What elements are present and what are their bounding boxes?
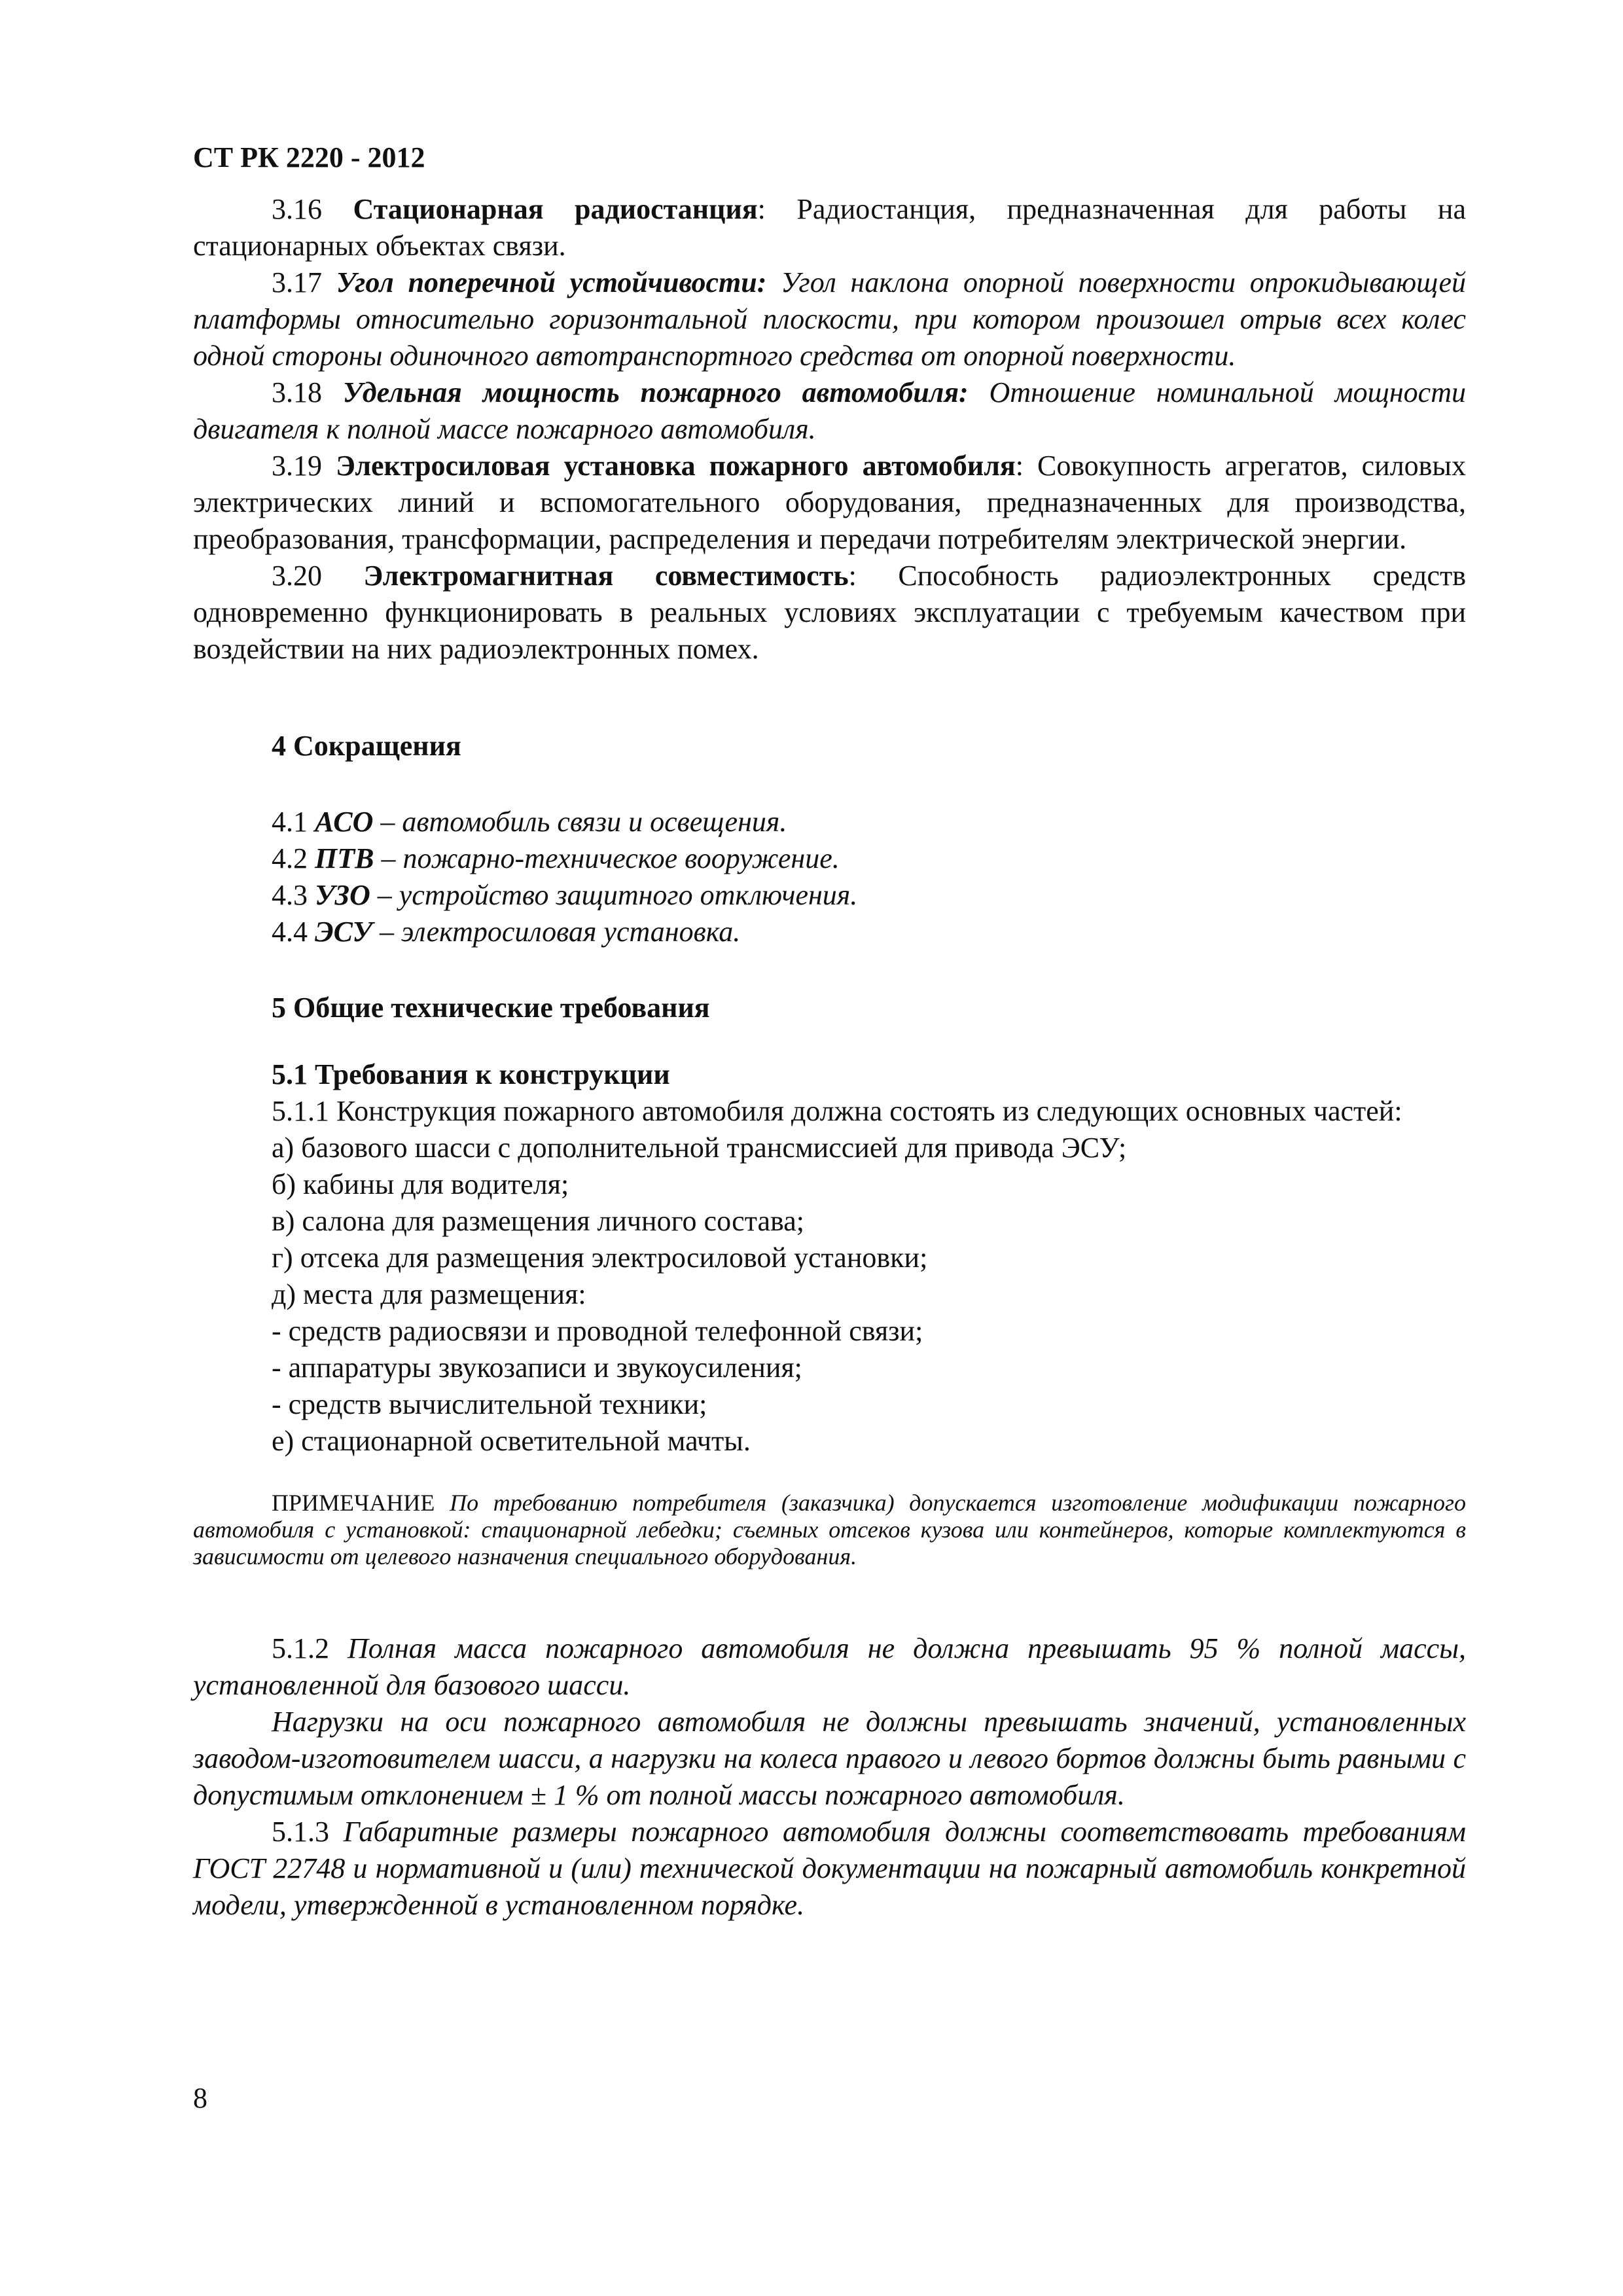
definition-3-18: 3.18 Удельная мощность пожарного автомобиля: Отношение номинальной мощности двигателя к полной массе пожарного автомобиля. xyxy=(193,376,1466,445)
paragraph-5-1-2-loads: Нагрузки на оси пожарного автомобиля не должны превышать значений, установленных заводом-изготовителем шасси, а нагрузки на колеса правого и левого бортов должны быть равными с допустимым отклонением ± 1 % от полной массы пожарного автомобиля. xyxy=(193,1706,1466,1811)
list-item: г) отсека для размещения электросиловой установки; xyxy=(272,1242,928,1274)
list-item: д) места для размещения: xyxy=(272,1278,586,1310)
subsection-5-1-title: 5.1 Требования к конструкции xyxy=(272,1058,670,1090)
paragraph-5-1-2: 5.1.2 Полная масса пожарного автомобиля не должна превышать 95 % полной массы, установленной для базового шасси. xyxy=(193,1632,1466,1701)
abbreviation-item: 4.3 УЗО – устройство защитного отключения. xyxy=(272,879,858,911)
abbreviation-item: 4.2 ПТВ – пожарно-техническое вооружение. xyxy=(272,842,840,874)
section-4-title: 4 Сокращения xyxy=(272,730,461,762)
list-item: - средств радиосвязи и проводной телефонной связи; xyxy=(272,1315,923,1347)
definition-3-19: 3.19 Электросиловая установка пожарного автомобиля: Совокупность агрегатов, силовых электрических линий и вспомогательного оборудования, предназначенных для производства, преобразования, трансформации, распределения и передачи потребителям электрической энергии. xyxy=(193,450,1466,555)
definition-3-20: 3.20 Электромагнитная совместимость: Способность радиоэлектронных средств одновременно функционировать в реальных условиях эксплуатации с требуемым качеством при воздействии на них радиоэлектронных помех. xyxy=(193,560,1466,665)
paragraph-5-1-1: 5.1.1 Конструкция пожарного автомобиля должна состоять из следующих основных частей: xyxy=(272,1095,1402,1127)
note-label: ПРИМЕЧАНИЕ xyxy=(272,1490,435,1516)
document-body xyxy=(193,191,1466,1924)
section-5-title: 5 Общие технические требования xyxy=(272,992,710,1024)
paragraph-5-1-3: 5.1.3 Габаритные размеры пожарного автомобиля должны соответствовать требованиям ГОСТ 22748 и нормативной и (или) технической документации на пожарный автомобиль конкретной модели, утвержденной в установленном порядке. xyxy=(193,1816,1466,1921)
note xyxy=(193,1490,1466,1570)
list-item: - аппаратуры звукозаписи и звукоусиления; xyxy=(272,1352,802,1384)
definition-3-17: 3.17 Угол поперечной устойчивости: Угол наклона опорной поверхности опрокидывающей платформы относительно горизонтальной плоскости, при котором произошел отрыв всех колес одной стороны одиночного автотранспортного средства от опорной поверхности. xyxy=(193,266,1467,372)
abbreviation-item: 4.1 АСО – автомобиль связи и освещения. xyxy=(272,806,787,838)
list-item: - средств вычислительной техники; xyxy=(272,1388,707,1420)
list-item: а) базового шасси с дополнительной трансмиссией для привода ЭСУ; xyxy=(272,1132,1127,1164)
abbreviation-item: 4.4 ЭСУ – электросиловая установка. xyxy=(272,916,741,948)
list-item: е) стационарной осветительной мачты. xyxy=(272,1425,751,1457)
list-item: в) салона для размещения личного состава; xyxy=(272,1205,804,1237)
abbreviations-list xyxy=(193,804,1466,950)
construction-parts-list xyxy=(193,1130,1466,1460)
document-header: СТ РК 2220 - 2012 xyxy=(193,141,425,173)
note-text: По требованию потребителя (заказчика) допускается изготовление модификации пожарного автомобиля с установкой: стационарной лебедки; съемных отсеков кузова или контейнеров, которые комплектуются в зависимости от целевого назначения специального оборудования. xyxy=(193,1490,1466,1570)
list-item: б) кабины для водителя; xyxy=(272,1168,569,1200)
definition-3-16: 3.16 Стационарная радиостанция: Радиостанция, предназначенная для работы на стационарных объектах связи. xyxy=(193,193,1466,262)
page-number: 8 xyxy=(193,2082,207,2114)
